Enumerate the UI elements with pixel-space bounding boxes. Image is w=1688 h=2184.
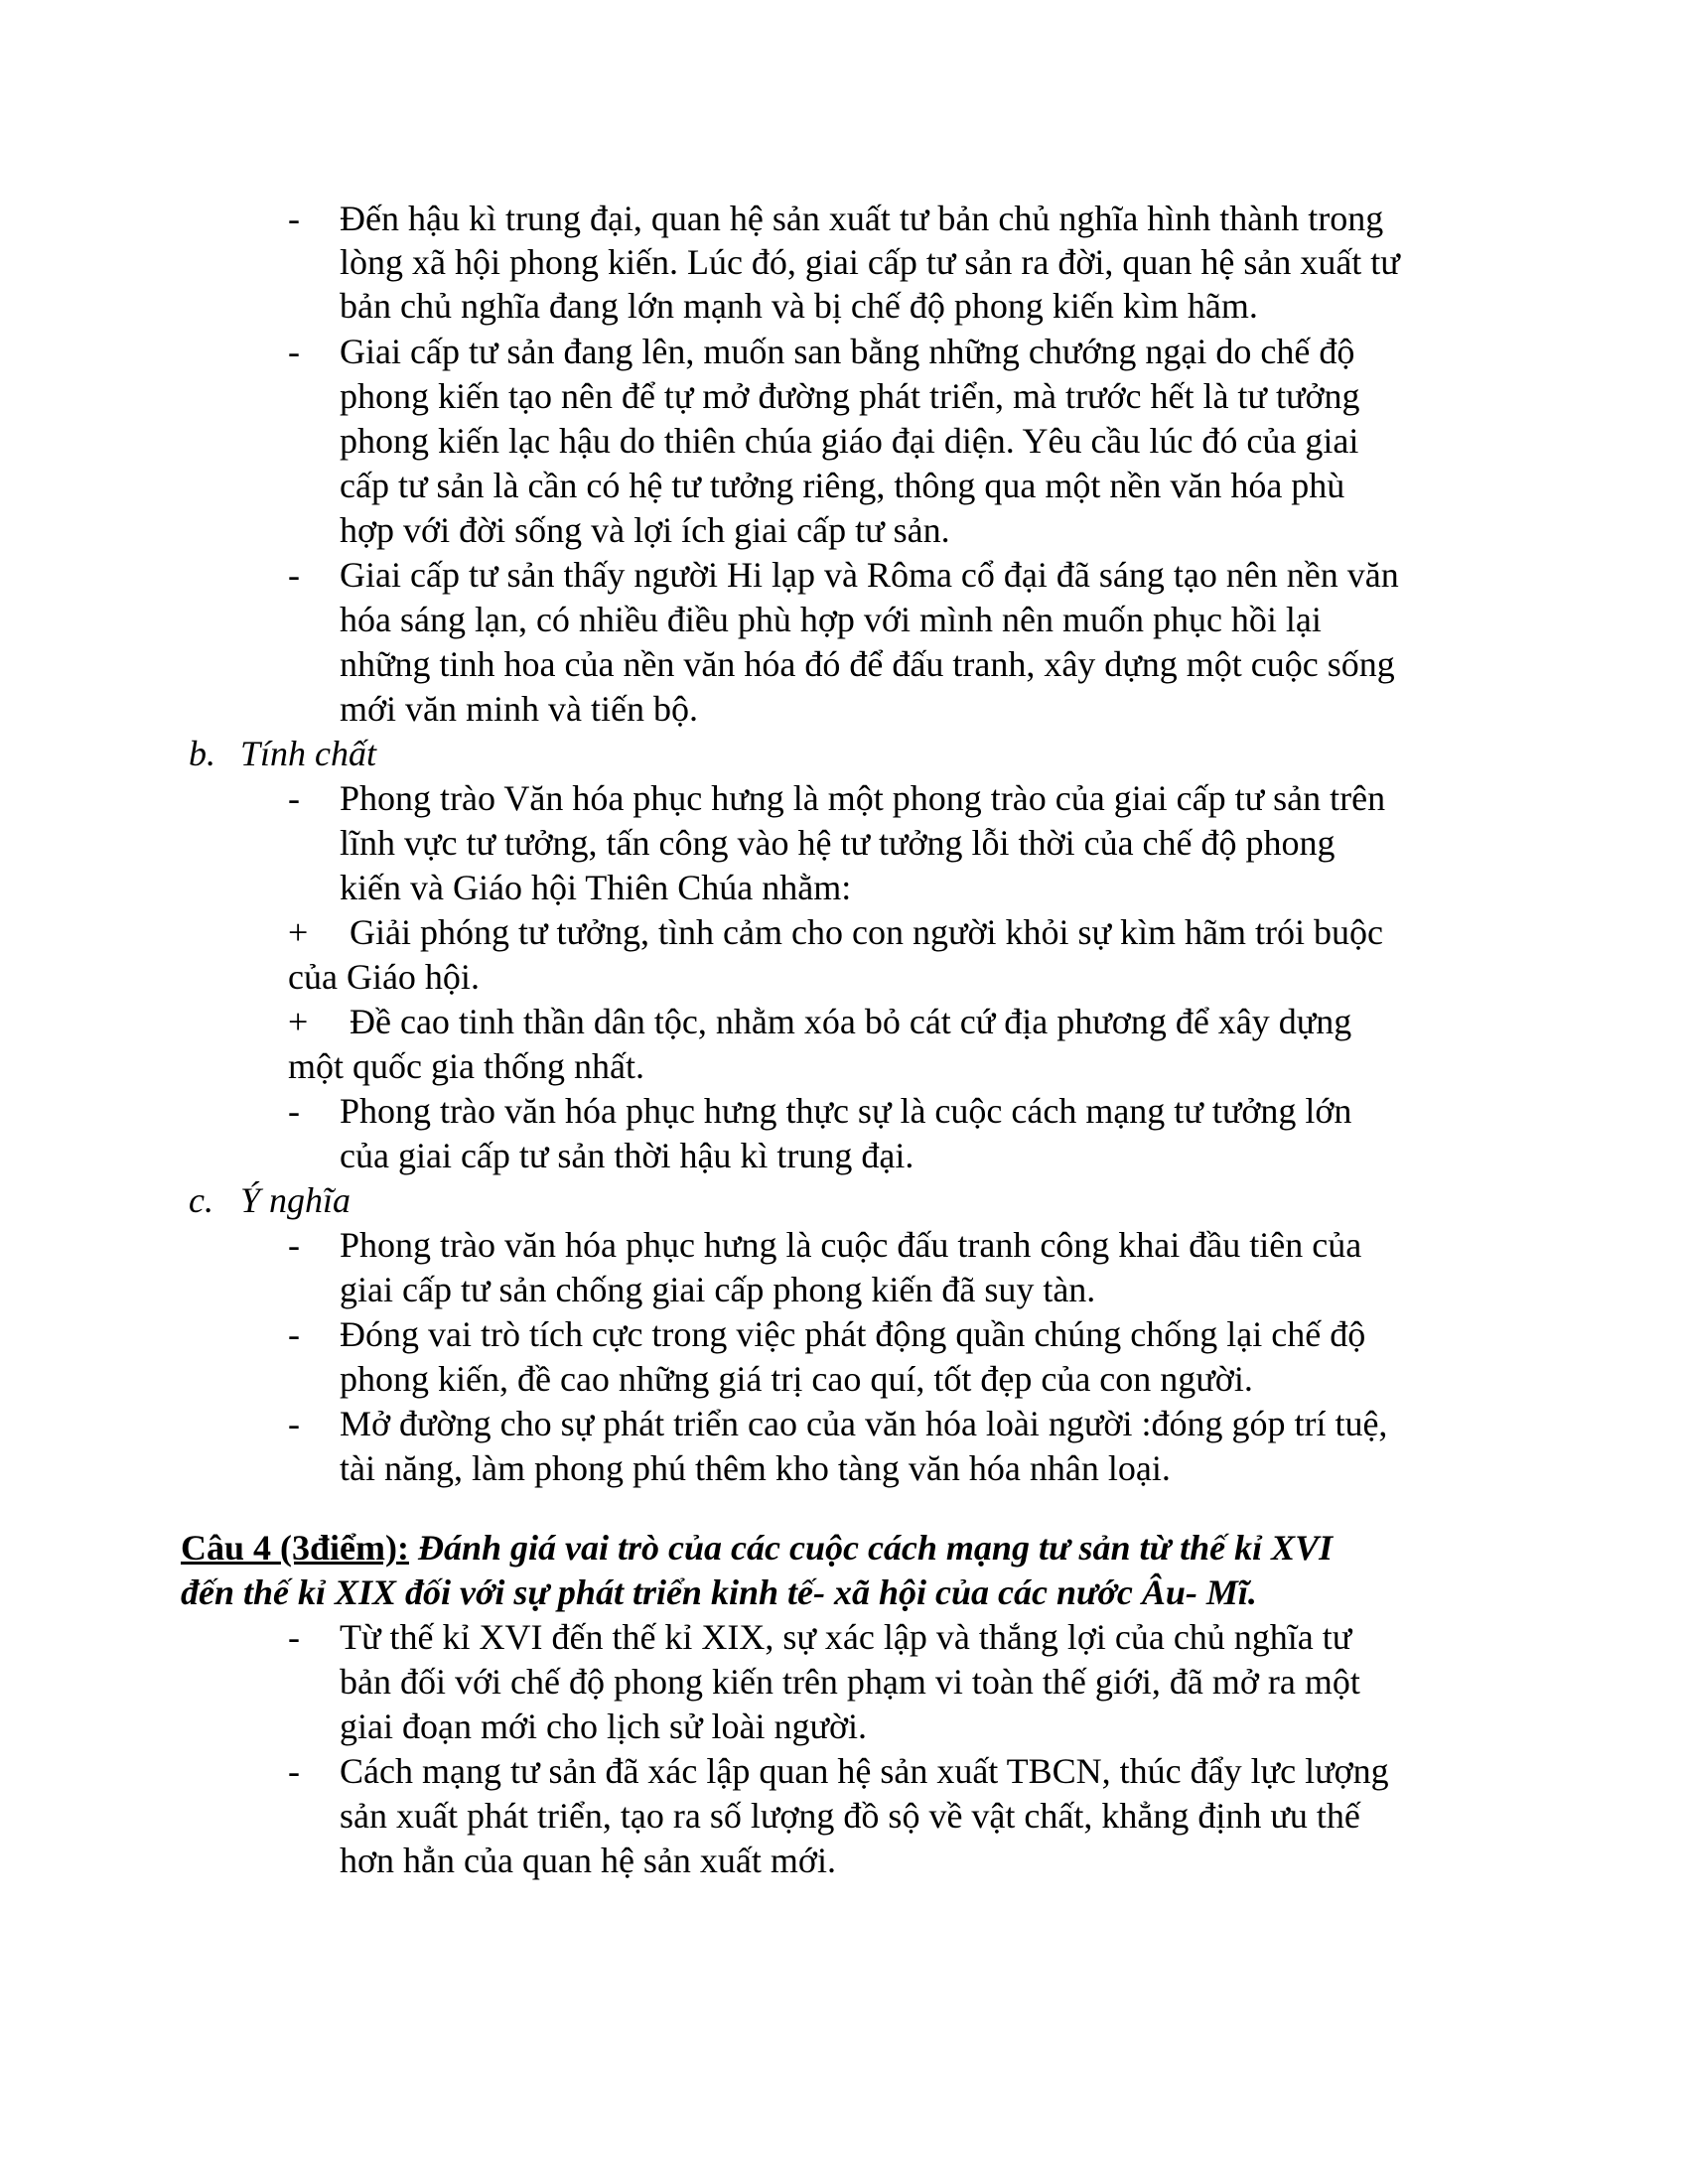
paragraph-line: Phong trào Văn hóa phục hưng là một phong trào của giai cấp tư sản trên bbox=[340, 778, 1386, 818]
question-heading-line: đến thế kỉ XIX đối với sự phát triển kinh tế- xã hội của các nước Âu- Mĩ. bbox=[181, 1572, 1257, 1612]
paragraph-line: lòng xã hội phong kiến. Lúc đó, giai cấp tư sản ra đời, quan hệ sản xuất tư bbox=[340, 242, 1400, 282]
bullet-marker: - bbox=[288, 1314, 300, 1354]
paragraph-line: Đến hậu kì trung đại, quan hệ sản xuất tư bản chủ nghĩa hình thành trong bbox=[340, 199, 1384, 238]
question-label: Câu 4 (3điểm): bbox=[181, 1528, 409, 1568]
paragraph-line: Từ thế kỉ XVI đến thế kỉ XIX, sự xác lập và thắng lợi của chủ nghĩa tư bbox=[340, 1617, 1352, 1657]
paragraph-line: hóa sáng lạn, có nhiều điều phù hợp với mình nên muốn phục hồi lại bbox=[340, 600, 1322, 639]
paragraph-line: mới văn minh và tiến bộ. bbox=[340, 689, 698, 729]
question-heading-line bbox=[181, 1526, 1333, 1570]
paragraph-line: của Giáo hội. bbox=[288, 957, 480, 997]
question-title: Đánh giá vai trò của các cuộc cách mạng tư sản từ thế kỉ XVI bbox=[417, 1528, 1334, 1568]
paragraph-line: Phong trào văn hóa phục hưng là cuộc đấu tranh công khai đầu tiên của bbox=[340, 1225, 1362, 1265]
paragraph-line: bản đối với chế độ phong kiến trên phạm vi toàn thế giới, đã mở ra một bbox=[340, 1662, 1360, 1702]
paragraph-line: một quốc gia thống nhất. bbox=[288, 1046, 644, 1086]
paragraph-line: hợp với đời sống và lợi ích giai cấp tư sản. bbox=[340, 510, 950, 550]
bullet-marker: - bbox=[288, 555, 300, 595]
section-title: Tính chất bbox=[240, 734, 377, 773]
paragraph-line: hơn hẳn của quan hệ sản xuất mới. bbox=[340, 1841, 836, 1880]
paragraph-line: phong kiến tạo nên để tự mở đường phát triển, mà trước hết là tư tưởng bbox=[340, 376, 1360, 416]
paragraph-line: cấp tư sản là cần có hệ tư tưởng riêng, thông qua một nền văn hóa phù bbox=[340, 466, 1345, 505]
section-label: b. bbox=[189, 734, 215, 773]
paragraph-line: tài năng, làm phong phú thêm kho tàng văn hóa nhân loại. bbox=[340, 1448, 1171, 1488]
paragraph-line: phong kiến lạc hậu do thiên chúa giáo đại diện. Yêu cầu lúc đó của giai bbox=[340, 421, 1359, 461]
paragraph-line: lĩnh vực tư tưởng, tấn công vào hệ tư tưởng lỗi thời của chế độ phong bbox=[340, 823, 1336, 863]
paragraph-line: Đóng vai trò tích cực trong việc phát động quần chúng chống lại chế độ bbox=[340, 1314, 1366, 1354]
bullet-marker: - bbox=[288, 1225, 300, 1265]
paragraph-line: những tinh hoa của nền văn hóa đó để đấu tranh, xây dựng một cuộc sống bbox=[340, 644, 1395, 684]
plus-marker: + bbox=[288, 1002, 309, 1041]
bullet-marker: - bbox=[288, 332, 300, 371]
bullet-marker: - bbox=[288, 1617, 300, 1657]
paragraph-line: bản chủ nghĩa đang lớn mạnh và bị chế độ phong kiến kìm hãm. bbox=[340, 286, 1258, 326]
paragraph-line: Giai cấp tư sản thấy người Hi lạp và Rôma cổ đại đã sáng tạo nên nền văn bbox=[340, 555, 1399, 595]
bullet-marker: - bbox=[288, 1091, 300, 1131]
paragraph-line: Mở đường cho sự phát triển cao của văn hóa loài người :đóng góp trí tuệ, bbox=[340, 1404, 1388, 1443]
paragraph-line: sản xuất phát triển, tạo ra số lượng đồ sộ về vật chất, khẳng định ưu thế bbox=[340, 1796, 1360, 1836]
paragraph-line: của giai cấp tư sản thời hậu kì trung đại. bbox=[340, 1136, 914, 1175]
paragraph-line: Giai cấp tư sản đang lên, muốn san bằng những chướng ngại do chế độ bbox=[340, 332, 1355, 371]
paragraph-line: kiến và Giáo hội Thiên Chúa nhằm: bbox=[340, 868, 852, 907]
section-label: c. bbox=[189, 1180, 213, 1220]
paragraph-line: giai cấp tư sản chống giai cấp phong kiến đã suy tàn. bbox=[340, 1270, 1096, 1309]
paragraph-line: phong kiến, đề cao những giá trị cao quí, tốt đẹp của con người. bbox=[340, 1359, 1253, 1399]
paragraph-line: Phong trào văn hóa phục hưng thực sự là cuộc cách mạng tư tưởng lớn bbox=[340, 1091, 1352, 1131]
bullet-marker: - bbox=[288, 1751, 300, 1791]
bullet-marker: - bbox=[288, 199, 300, 238]
bullet-marker: - bbox=[288, 1404, 300, 1443]
paragraph-line: giai đoạn mới cho lịch sử loài người. bbox=[340, 1706, 868, 1746]
paragraph-line: Giải phóng tư tưởng, tình cảm cho con người khỏi sự kìm hãm trói buộc bbox=[350, 912, 1383, 952]
plus-marker: + bbox=[288, 912, 309, 952]
bullet-marker: - bbox=[288, 778, 300, 818]
paragraph-line: Đề cao tinh thần dân tộc, nhằm xóa bỏ cát cứ địa phương để xây dựng bbox=[350, 1002, 1352, 1041]
paragraph-line: Cách mạng tư sản đã xác lập quan hệ sản xuất TBCN, thúc đẩy lực lượng bbox=[340, 1751, 1389, 1791]
section-title: Ý nghĩa bbox=[240, 1180, 352, 1220]
